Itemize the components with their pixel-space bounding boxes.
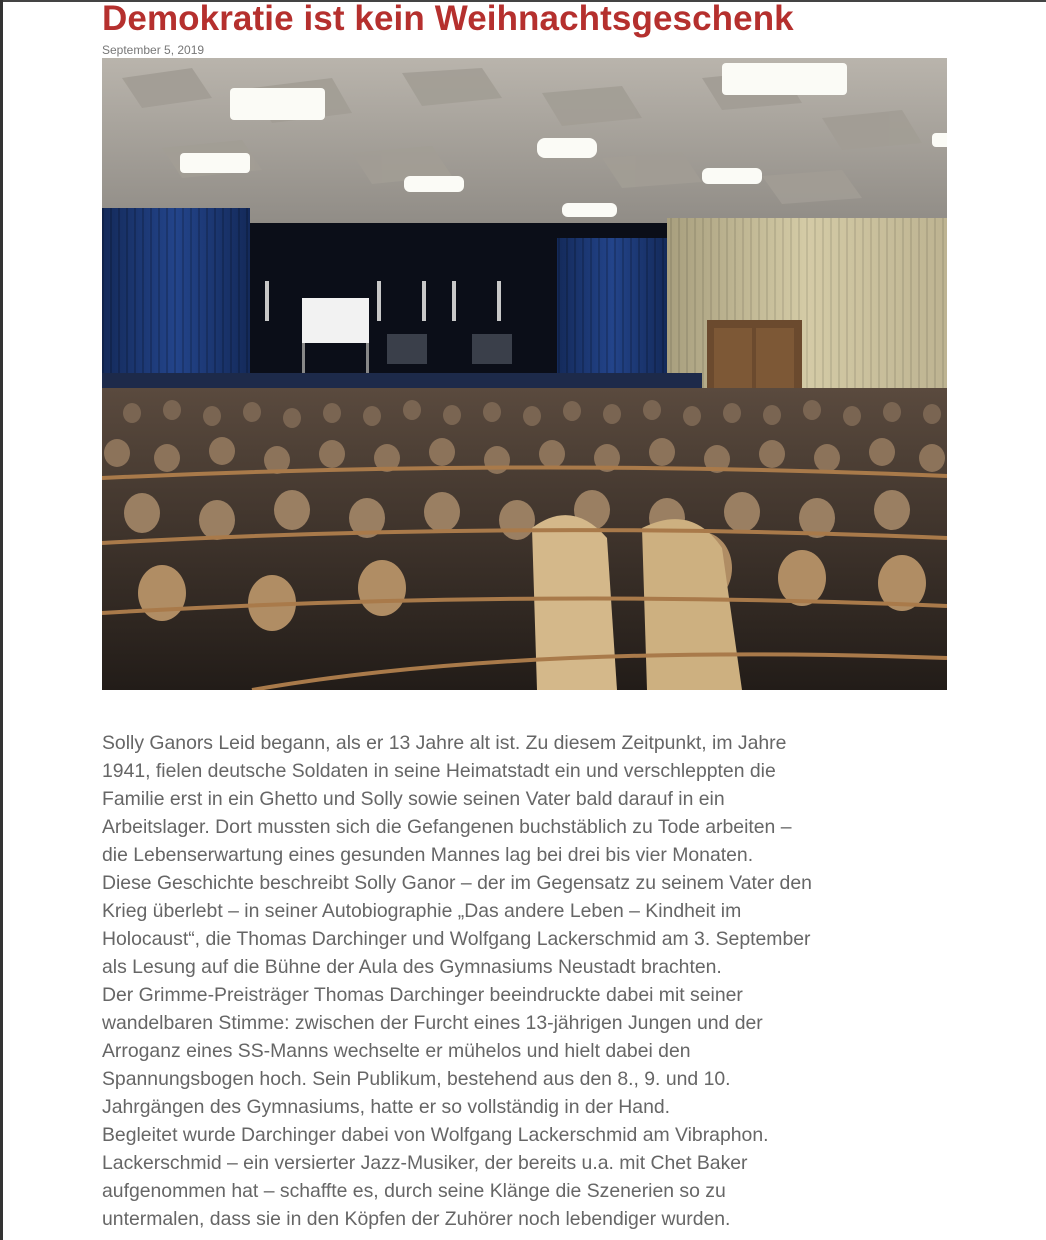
body-line: Diese Geschichte beschreibt Solly Ganor – der im Gegensatz zu seinem Vater den (102, 872, 812, 894)
article-date: September 5, 2019 (102, 43, 205, 57)
body-line: die Lebenserwartung eines gesunden Mannes lag bei drei bis vier Monaten. (102, 844, 754, 866)
body-line: Solly Ganors Leid begann, als er 13 Jahre alt ist. Zu diesem Zeitpunkt, im Jahre (102, 732, 787, 754)
body-line: Familie erst in ein Ghetto und Solly sowie seinen Vater bald darauf in ein (102, 788, 725, 810)
body-line: Spannungsbogen hoch. Sein Publikum, bestehend aus den 8., 9. und 10. (102, 1068, 731, 1090)
body-line: Lackerschmid – ein versierter Jazz-Musiker, der bereits u.a. mit Chet Baker (102, 1152, 748, 1174)
body-line: aufgenommen hat – schaffte es, durch seine Klänge die Szenerien so zu (102, 1180, 726, 1202)
window-left-border (0, 0, 3, 1240)
body-line: Holocaust“, die Thomas Darchinger und Wolfgang Lackerschmid am 3. September (102, 928, 811, 950)
body-line: Jahrgängen des Gymnasiums, hatte er so vollständig in der Hand. (102, 1096, 671, 1118)
article-title: Demokratie ist kein Weihnachtsgeschenk (102, 0, 794, 38)
body-line: Arbeitslager. Dort mussten sich die Gefangenen buchstäblich zu Tode arbeiten – (102, 816, 792, 838)
audience (102, 388, 947, 690)
auditorium-photo-illustration (102, 58, 947, 690)
body-line: Der Grimme-Preisträger Thomas Darchinger beeindruckte dabei mit seiner (102, 984, 743, 1006)
body-line: 1941, fielen deutsche Soldaten in seine Heimatstadt ein und verschleppten die (102, 760, 776, 782)
body-line: Krieg überlebt – in seiner Autobiographie „Das andere Leben – Kindheit im (102, 900, 742, 922)
article-body (102, 729, 962, 1233)
body-line: Arroganz eines SS-Manns wechselte er mühelos und hielt dabei den (102, 1040, 691, 1062)
body-line: als Lesung auf die Bühne der Aula des Gymnasiums Neustadt brachten. (102, 956, 722, 978)
body-line: untermalen, dass sie in den Köpfen der Zuhörer noch lebendiger wurden. (102, 1208, 731, 1230)
whiteboard (302, 298, 369, 343)
article-photo (102, 58, 947, 690)
body-line: Begleitet wurde Darchinger dabei von Wolfgang Lackerschmid am Vibraphon. (102, 1124, 769, 1146)
body-line: wandelbaren Stimme: zwischen der Furcht eines 13-jährigen Jungen und der (102, 1012, 763, 1034)
